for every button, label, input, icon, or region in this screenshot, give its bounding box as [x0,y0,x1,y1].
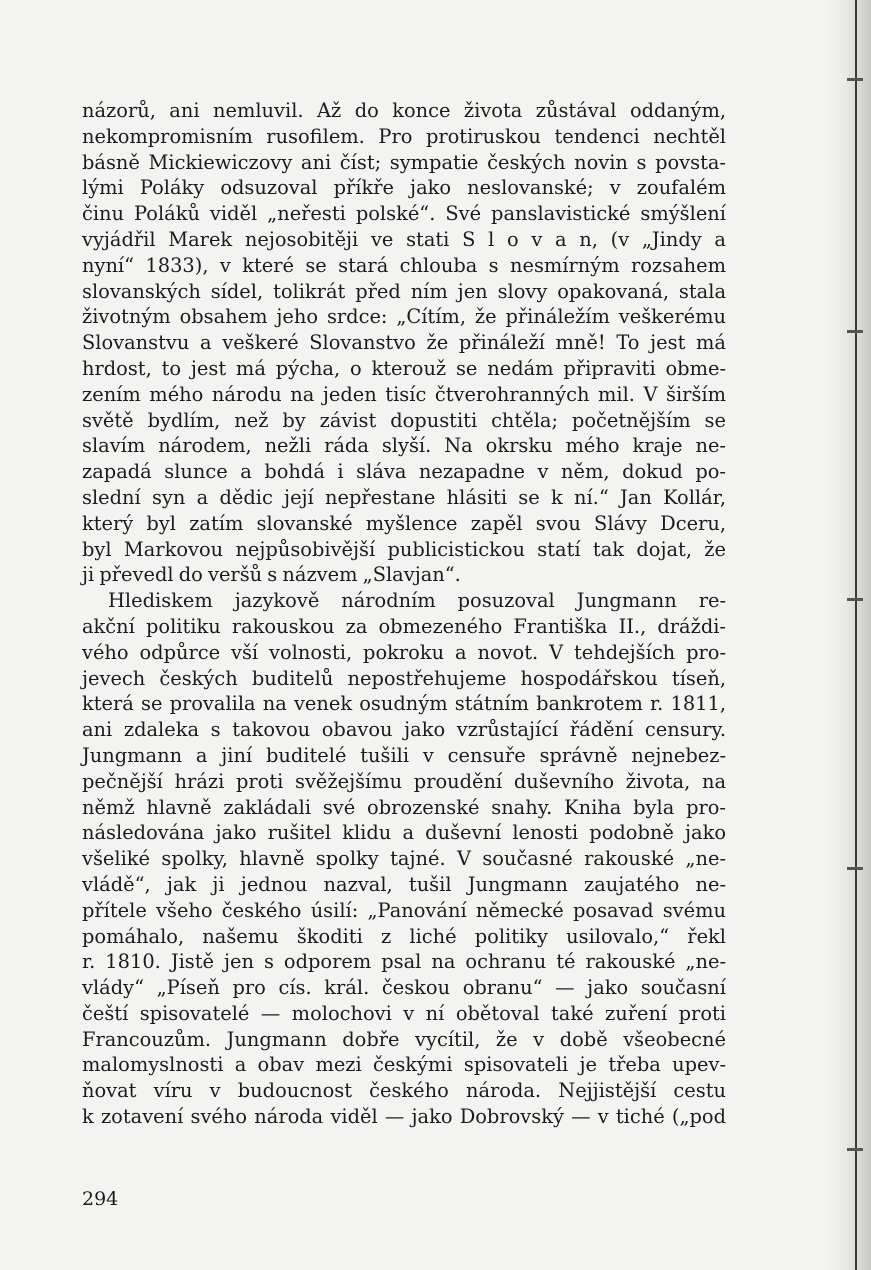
text-line: Jungmann a jiní buditelé tušili v censuře správně nejnebez- [82,743,726,767]
text-line: následována jako rušitel klidu a duševní lenosti podobně jako [82,821,726,845]
text-line: vyjádřil Marek nejosobitěji ve stati S l o v a n, (v „Jindy a [82,227,726,251]
text-line: Slovanstvu a veškeré Slovanstvo že přináleží mně! To jest má [82,331,726,355]
text-line: pečnější hrázi proti svěžejšímu proudění duševního života, na [82,769,726,793]
text-line: básně Mickiewiczovy ani číst; sympatie českých novin s povsta- [82,150,726,174]
text-line: všeliké spolky, hlavně spolky tajné. V současné rakouské „ne- [82,847,726,871]
binding-stitch [847,1148,863,1151]
text-line: který byl zatím slovanské myšlence zapěl svou Slávy Dceru, [82,511,726,535]
text-line: slovanských sídel, tolikrát před ním jen slovy opakovaná, stala [82,279,726,303]
text-line: vlády“ „Píseň pro cís. král. českou obranu“ — jako současní [82,976,726,1000]
text-line: akční politiku rakouskou za obmezeného Františka II., dráždi- [82,614,726,638]
text-line: k zotavení svého národa viděl — jako Dobrovský — v tiché („pod [82,1105,726,1129]
binding-thread [855,0,857,1270]
text-line: Francouzům. Jungmann dobře vycítil, že v době všeobecné [82,1027,726,1051]
text-line: Hlediskem jazykově národním posuzoval Jungmann re- [108,589,726,613]
text-line: byl Markovou nejpůsobivější publicistickou statí tak dojat, že [82,537,726,561]
binding-stitch [847,867,863,870]
text-line: čeští spisovatelé — molochovi v ní obětoval také zuření proti [82,1001,726,1025]
text-line: němž hlavně zakládali své obrozenské snahy. Kniha byla pro- [82,795,726,819]
text-line: ani zdaleka s takovou obavou jako vzrůstající řádění censury. [82,718,726,742]
text-line: přítele všeho českého úsilí: „Panování německé posavad svému [82,898,726,922]
text-line: životným obsahem jeho srdce: „Cítím, že přináležím veškerému [82,305,726,329]
text-line: pomáhalo, našemu škoditi z liché politiky usilovalo,“ řekl [82,924,726,948]
body-text [82,98,726,1130]
text-line: činu Poláků viděl „neřesti polské“. Své panslavistické smýšlení [82,202,726,226]
text-line: vládě“, jak ji jednou nazval, tušil Jungmann zaujatého ne- [82,872,726,896]
text-line: hrdost, to jest má pýcha, o kterouž se nedám připraviti obme- [82,356,726,380]
text-line: malomyslnosti a obav mezi českými spisovateli je třeba upev- [82,1053,726,1077]
binding-stitch [847,78,863,81]
binding-stitch [847,598,863,601]
text-line: lými Poláky odsuzoval příkře jako neslovanské; v zoufalém [82,176,726,200]
text-line: která se provalila na venek osudným státním bankrotem r. 1811, [82,692,726,716]
page-number: 294 [82,1188,119,1210]
text-line: slední syn a dědic její nepřestane hlásiti se k ní.“ Jan Kollár, [82,485,726,509]
text-line: slavím národem, nežli ráda slyší. Na okrsku mého kraje ne- [82,434,726,458]
text-line: zením mého národu na jeden tisíc čtverohranných mil. V širším [82,382,726,406]
text-line: nekompromisním rusofilem. Pro protiruskou tendenci nechtěl [82,124,726,148]
text-line: ňovat víru v budoucnost českého národa. Nejjistější cestu [82,1079,726,1103]
text-line: jevech českých buditelů nepostřehujeme hospodářskou tíseň, [82,666,726,690]
text-line: r. 1810. Jistě jen s odporem psal na ochranu té rakouské „ne- [82,950,726,974]
text-line: světě bydlím, než by závist dopustiti chtěla; početnějším se [82,408,726,432]
text-line: názorů, ani nemluvil. Až do konce života zůstával oddaným, [82,99,726,122]
text-line: vého odpůrce vší volnosti, pokroku a novot. V tehdejších pro- [82,640,726,664]
text-line: zapadá slunce a bohdá i sláva nezapadne v něm, dokud po- [82,460,726,484]
text-line: ji převedl do veršů s názvem „Slavjan“. [82,563,461,587]
binding-edge [827,0,871,1270]
binding-stitch [847,330,863,333]
text-line: nyní“ 1833), v které se stará chlouba s nesmírným rozsahem [82,253,726,277]
